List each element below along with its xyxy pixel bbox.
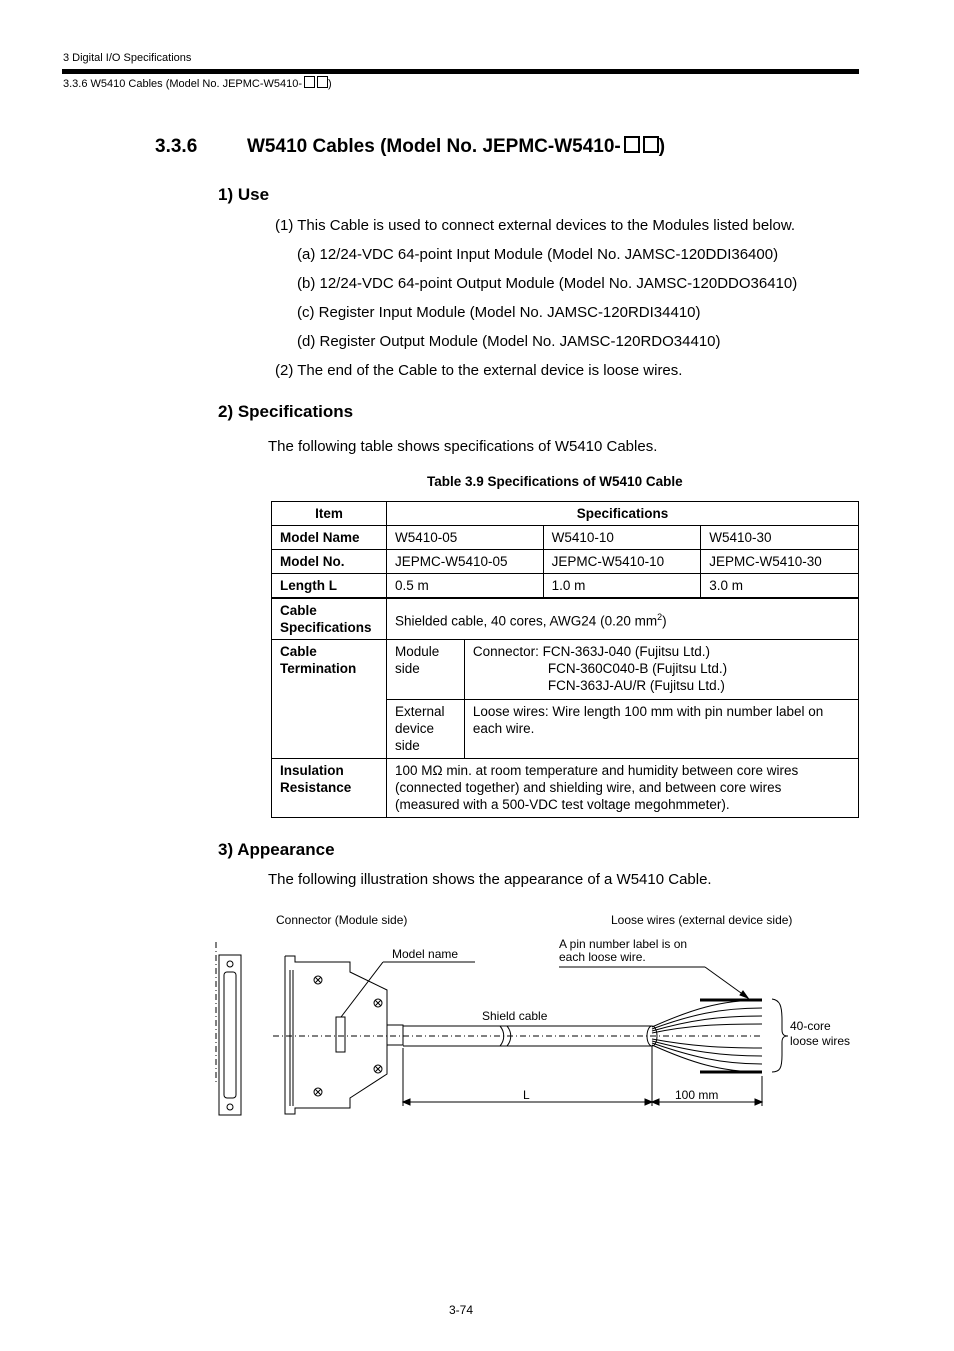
note-line: each loose wire. <box>559 950 646 964</box>
text-line: device <box>394 721 434 736</box>
cell: 1.0 m <box>543 574 701 599</box>
label-line: Termination <box>280 661 357 676</box>
connector-side-view <box>216 942 241 1115</box>
text-line: (measured with a 500-VDC test voltage megohmmeter). <box>394 797 730 812</box>
connector-line: Connector: FCN-363J-040 (Fujitsu Ltd.) <box>472 644 710 659</box>
label-line: Cable <box>280 603 317 618</box>
cell: W5410-30 <box>701 526 859 550</box>
col-item: Item <box>272 502 387 526</box>
use-sub-d: (d) Register Output Module (Model No. JAMSC-120RDO34410) <box>297 333 721 350</box>
text-line: side <box>394 738 420 753</box>
loose-wires <box>559 967 788 1072</box>
col-specs: Specifications <box>386 502 858 526</box>
section-prefix: 3.3.6 W5410 Cables (Model No. JEPMC-W5410- <box>63 78 303 90</box>
text-line: Module <box>394 644 440 659</box>
appearance-heading: 3) Appearance <box>218 840 335 859</box>
use-sub-a: (a) 12/24-VDC 64-point Input Module (Model No. JAMSC-120DDI36400) <box>297 246 779 263</box>
row-label: Length L <box>272 574 387 599</box>
cable-spec-end: ) <box>662 613 667 629</box>
use-heading: 1) Use <box>218 185 270 204</box>
superscript: 2 <box>657 611 663 622</box>
row-label: Model No. <box>272 550 387 574</box>
note-line: A pin number label is on <box>559 937 688 951</box>
connector-label: Connector (Module side) <box>276 913 408 927</box>
connector-front-view <box>285 956 475 1114</box>
text-line: (connected together) and shielding wire, and between core wires <box>394 780 782 795</box>
text-line: 100 MΩ min. at room temperature and humidity between core wires <box>394 763 799 778</box>
cell: 0.5 m <box>386 574 543 599</box>
connector-line: FCN-360C040-B (Fujitsu Ltd.) <box>547 661 728 676</box>
text-line: side <box>394 661 420 676</box>
cell: JEPMC-W5410-30 <box>701 550 859 574</box>
section-suffix: ) <box>328 78 332 90</box>
label-line: Cable <box>280 644 317 659</box>
loose-wires-label: Loose wires (external device side) <box>611 913 793 927</box>
use-item-1: (1) This Cable is used to connect external devices to the Modules listed below. <box>275 217 796 234</box>
table-caption: Table 3.9 Specifications of W5410 Cable <box>427 474 683 489</box>
page-number: 3-74 <box>449 1303 474 1317</box>
dimension-lines <box>403 1046 762 1106</box>
model-name-label: Model name <box>392 947 459 961</box>
length-label: L <box>523 1088 530 1102</box>
cell: JEPMC-W5410-05 <box>386 550 543 574</box>
label-line: Insulation <box>280 763 344 778</box>
label-line: Specifications <box>280 620 372 635</box>
appearance-intro: The following illustration shows the appearance of a W5410 Cable. <box>268 871 712 888</box>
connector-line: FCN-363J-AU/R (Fujitsu Ltd.) <box>547 678 725 693</box>
use-sub-c: (c) Register Input Module (Model No. JAMSC-120RDI34410) <box>297 304 701 321</box>
use-sub-b: (b) 12/24-VDC 64-point Output Module (Model No. JAMSC-120DDO36410) <box>297 275 798 292</box>
cable-spec-text: Shielded cable, 40 cores, AWG24 (0.20 mm <box>394 613 658 629</box>
shield-cable <box>273 1025 760 1046</box>
cell: Loose wires: Wire length 100 mm with pin number label on each wire. <box>464 700 858 759</box>
cell: W5410-10 <box>543 526 701 550</box>
cell: W5410-05 <box>386 526 543 550</box>
row-label: Model Name <box>272 526 387 550</box>
section-title-text: W5410 Cables (Model No. JEPMC-W5410- <box>247 136 621 157</box>
cell: JEPMC-W5410-10 <box>543 550 701 574</box>
note-line: 40-core <box>790 1019 831 1033</box>
running-header-chapter: 3 Digital I/O Specifications <box>63 52 192 64</box>
label-line: Resistance <box>280 780 352 795</box>
section-title-suffix: ) <box>658 136 666 157</box>
section-number: 3.3.6 <box>155 136 198 157</box>
use-item-2: (2) The end of the Cable to the external device is loose wires. <box>275 362 683 379</box>
text-line: External <box>394 704 445 719</box>
wire-length-label: 100 mm <box>675 1088 719 1102</box>
specs-heading: 2) Specifications <box>218 402 354 421</box>
note-line: loose wires <box>790 1034 851 1048</box>
specs-intro: The following table shows specifications of W5410 Cables. <box>268 438 658 455</box>
cell: 3.0 m <box>701 574 859 599</box>
shield-cable-label: Shield cable <box>482 1009 548 1023</box>
